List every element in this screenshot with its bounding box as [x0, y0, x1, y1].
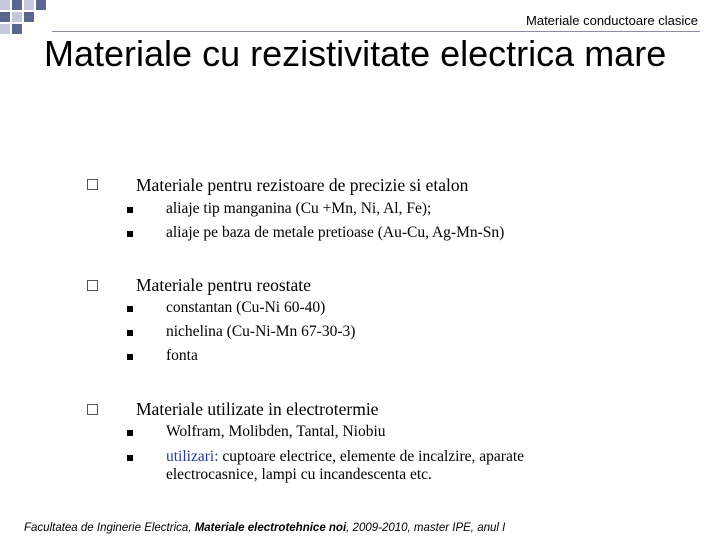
section-heading: Materiale pentru reostate — [136, 275, 311, 295]
slide-title: Materiale cu rezistivitate electrica mare — [44, 33, 667, 74]
item-bullet-icon — [127, 231, 133, 237]
section-bullet-icon — [87, 404, 98, 415]
section-heading: Materiale pentru rezistoare de precizie si etalon — [136, 175, 469, 195]
footer-details: , 2009-2010, master IPE, anul I — [346, 522, 506, 534]
header-label: Materiale conductoare clasice — [526, 13, 698, 28]
list-item: aliaje pe baza de metale pretioase (Au-Cu, Ag-Mn-Sn) — [166, 224, 505, 241]
item-bullet-icon — [127, 354, 133, 360]
footer-faculty: Facultatea de Inginerie Electrica, — [24, 522, 195, 534]
item-bullet-icon — [127, 207, 133, 213]
highlight-label: utilizari: — [166, 448, 219, 465]
list-item: aliaje tip manganina (Cu +Mn, Ni, Al, Fe); — [166, 200, 432, 217]
footer-course: Materiale electrotehnice noi — [194, 522, 347, 534]
item-bullet-icon — [127, 330, 133, 336]
section-heading: Materiale utilizate in electrotermie — [136, 399, 379, 419]
section-bullet-icon — [87, 179, 98, 190]
list-item: constantan (Cu-Ni 60-40) — [166, 299, 326, 316]
list-item — [166, 448, 596, 484]
footer — [24, 522, 505, 534]
list-item: Wolfram, Molibden, Tantal, Niobiu — [166, 423, 386, 440]
item-bullet-icon — [127, 306, 133, 312]
item-text: cuptoare electrice, elemente de incalzire, aparate electrocasnice, lampi cu incandescenta etc. — [166, 448, 525, 483]
section-bullet-icon — [87, 280, 98, 291]
item-bullet-icon — [127, 455, 133, 461]
item-bullet-icon — [127, 430, 133, 436]
list-item: fonta — [166, 347, 198, 364]
list-item: nichelina (Cu-Ni-Mn 67-30-3) — [166, 323, 356, 340]
